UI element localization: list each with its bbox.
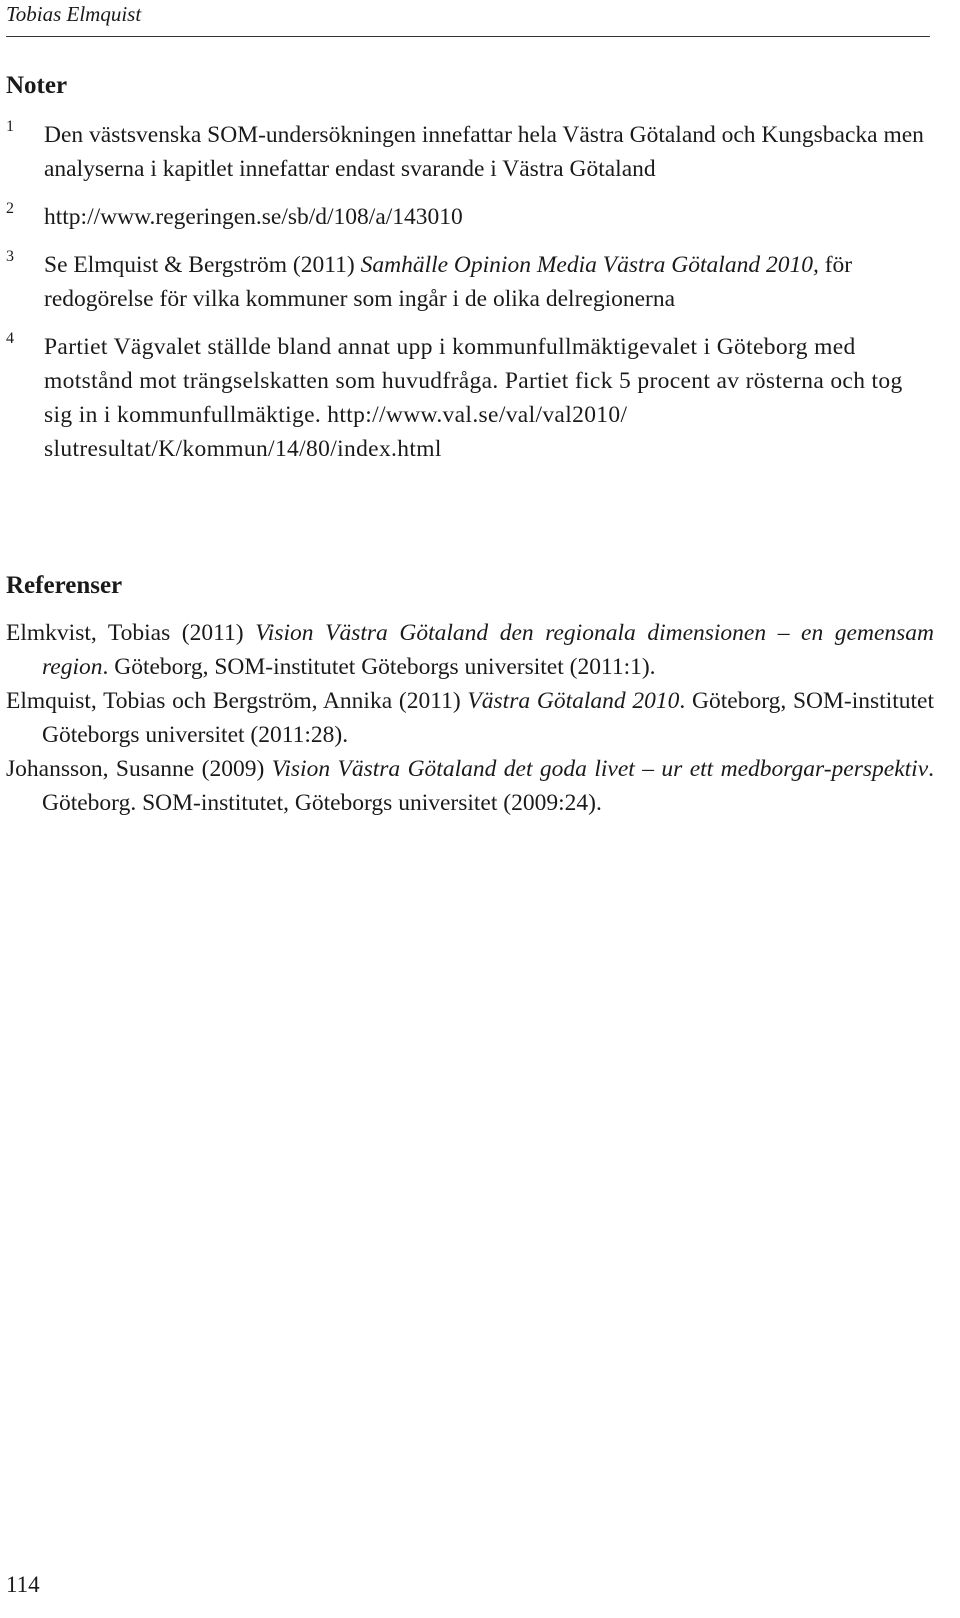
references-list bbox=[6, 616, 934, 820]
reference-title: Västra Götaland 2010 bbox=[467, 688, 680, 714]
header-rule bbox=[6, 36, 930, 37]
note-text: Partiet Vägvalet ställde bland annat upp i kommunfullmäktigevalet i Göteborg med motstånd mot trängselskatten som huvudfråga. Partiet fick 5 procent av rösterna och tog sig in i kommunfullmäktige. http://www.val.se/val/val2010/ slutresultat/K/kommun/14/80/index.html bbox=[44, 334, 903, 462]
reference-author: Elmkvist, Tobias (2011) bbox=[6, 620, 256, 646]
note-italic-title: Samhälle Opinion Media Västra Götaland 2010, bbox=[360, 252, 819, 278]
reference-title: Vision Västra Götaland den regionala dimensionen – en gemensam region bbox=[42, 620, 935, 680]
references-heading: Referenser bbox=[6, 572, 123, 599]
reference-item bbox=[6, 752, 934, 820]
note-number: 4 bbox=[6, 330, 15, 347]
reference-item bbox=[6, 684, 934, 752]
note-item bbox=[6, 248, 936, 316]
notes-heading: Noter bbox=[6, 72, 68, 99]
reference-publisher: . Göteborg, SOM-institutet Göteborgs universitet (2011:1). bbox=[102, 654, 656, 680]
reference-author: Johansson, Susanne (2009) bbox=[6, 756, 272, 782]
running-head: Tobias Elmquist bbox=[6, 2, 142, 26]
note-number: 3 bbox=[6, 248, 14, 265]
note-number: 1 bbox=[6, 118, 14, 135]
note-text-before: Se Elmquist & Bergström (2011) bbox=[44, 252, 361, 278]
reference-item bbox=[6, 616, 934, 684]
note-text-after: för redogörelse för vilka kommuner som ingår i de olika delregionerna bbox=[44, 252, 853, 312]
note-item bbox=[6, 330, 936, 466]
note-text: Den västsvenska SOM-undersökningen innefattar hela Västra Götaland och Kungsbacka men analyserna i kapitlet innefattar endast svarande i Västra Götaland bbox=[44, 122, 924, 182]
note-text bbox=[44, 252, 852, 312]
reference-author: Elmquist, Tobias och Bergström, Annika (2011) bbox=[6, 688, 468, 714]
notes-list bbox=[6, 118, 936, 480]
note-link: http://www.regeringen.se/sb/d/108/a/143010 bbox=[44, 204, 463, 230]
page-number: 114 bbox=[6, 1572, 40, 1597]
note-item bbox=[6, 200, 936, 234]
reference-publisher: . Göteborg. SOM-institutet, Göteborgs universitet (2009:24). bbox=[42, 756, 934, 816]
note-number: 2 bbox=[6, 200, 14, 217]
note-item bbox=[6, 118, 936, 186]
reference-publisher: . Göteborg, SOM-institutet Göteborgs universitet (2011:28). bbox=[42, 688, 934, 748]
reference-title: Vision Västra Götaland det goda livet – ur ett medborgar-perspektiv bbox=[271, 756, 929, 782]
